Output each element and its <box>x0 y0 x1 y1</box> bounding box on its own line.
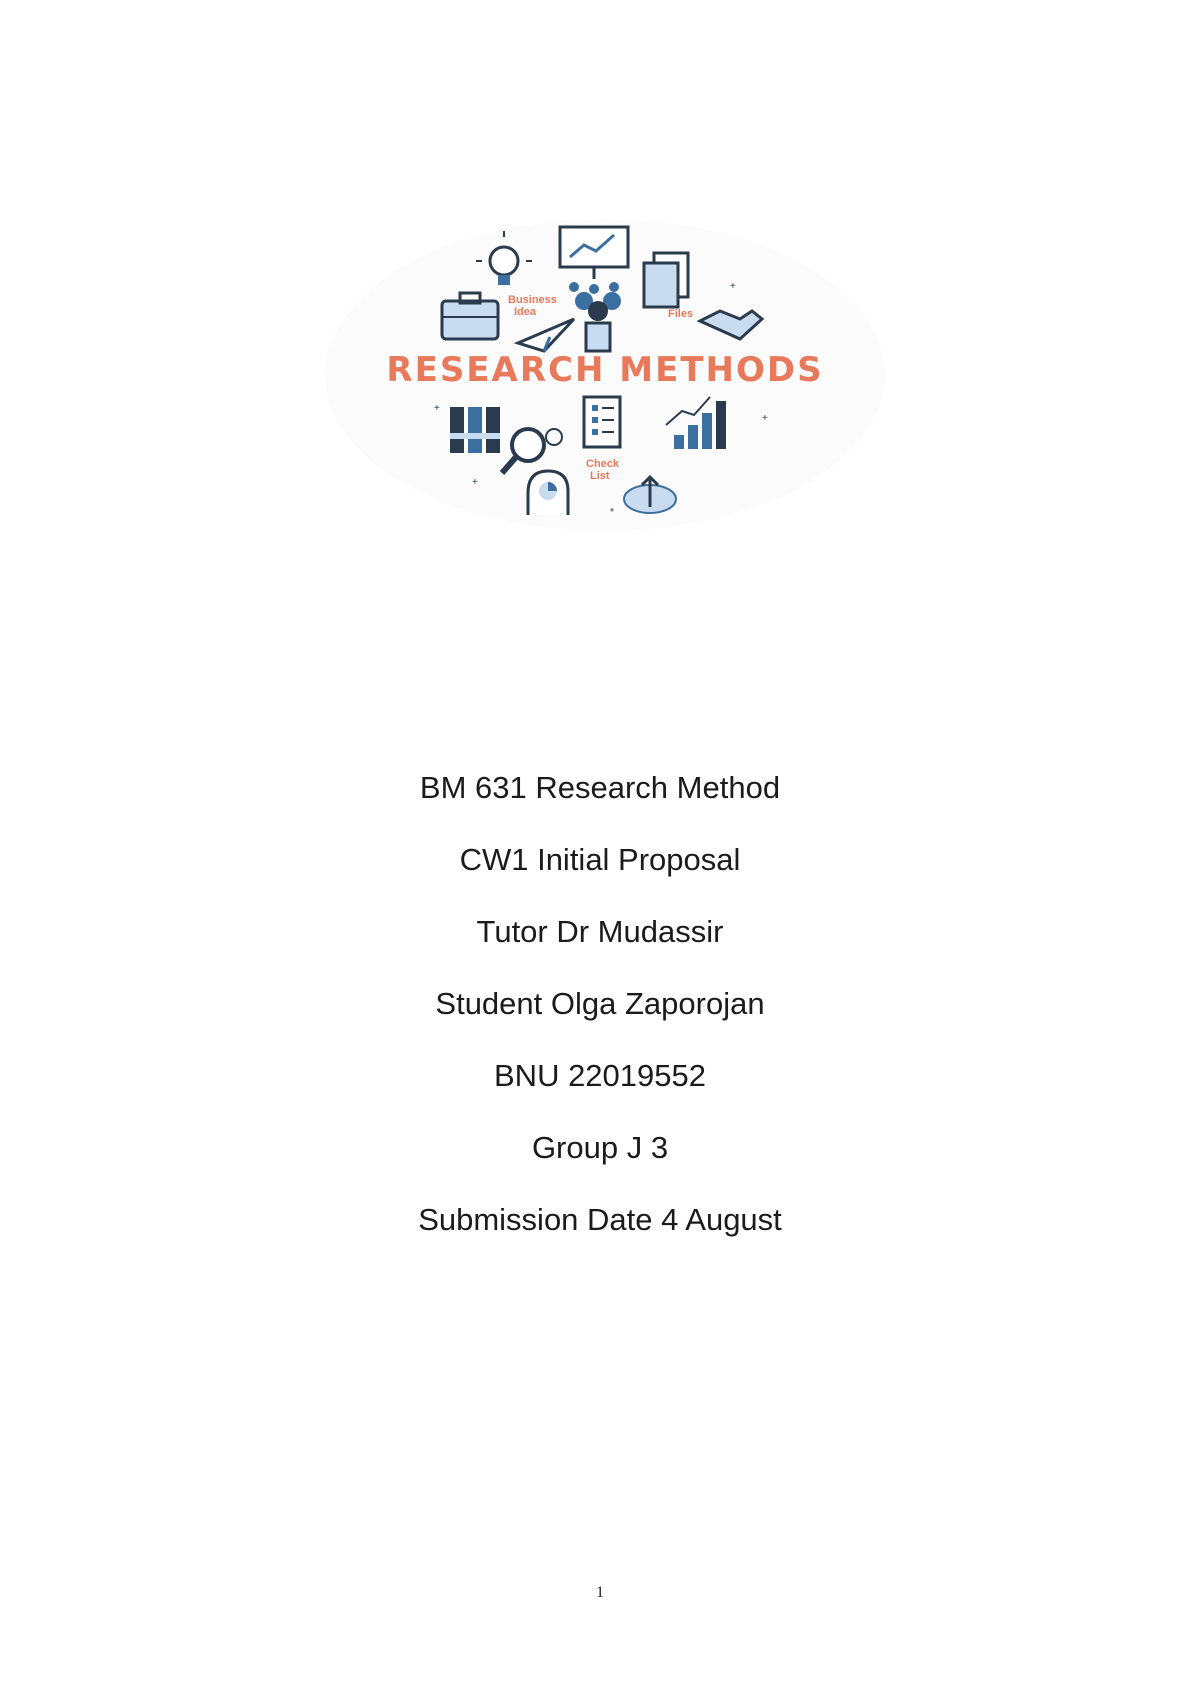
tutor-line: Tutor Dr Mudassir <box>476 914 724 949</box>
check-list-label-line2: List <box>590 470 610 482</box>
checklist-icon <box>584 397 620 447</box>
briefcase-icon <box>442 293 498 339</box>
student-id-line: BNU 22019552 <box>494 1058 706 1093</box>
submission-date-line: Submission Date 4 August <box>418 1202 782 1237</box>
student-line: Student Olga Zaporojan <box>435 986 765 1021</box>
svg-text:+: + <box>434 403 440 414</box>
coursework-title: CW1 Initial Proposal <box>459 842 741 877</box>
group-line: Group J 3 <box>531 1130 669 1165</box>
svg-text:+: + <box>730 281 736 292</box>
svg-text:*: * <box>610 507 614 518</box>
research-methods-banner: RESEARCH METHODS <box>386 350 824 390</box>
head-pie-chart-icon <box>528 471 568 515</box>
business-idea-label-line1: Business <box>508 294 557 306</box>
course-title: BM 631 Research Method <box>419 770 781 805</box>
files-label: Files <box>668 308 694 320</box>
svg-text:+: + <box>472 477 478 488</box>
research-methods-illustration <box>322 215 888 533</box>
check-list-label-line1: Check <box>586 458 620 470</box>
business-idea-label-line2: Idea <box>514 306 537 318</box>
title-block <box>0 770 1200 1274</box>
svg-text:+: + <box>762 413 768 424</box>
page-number: 1 <box>596 1584 604 1601</box>
binders-icon <box>450 407 500 453</box>
